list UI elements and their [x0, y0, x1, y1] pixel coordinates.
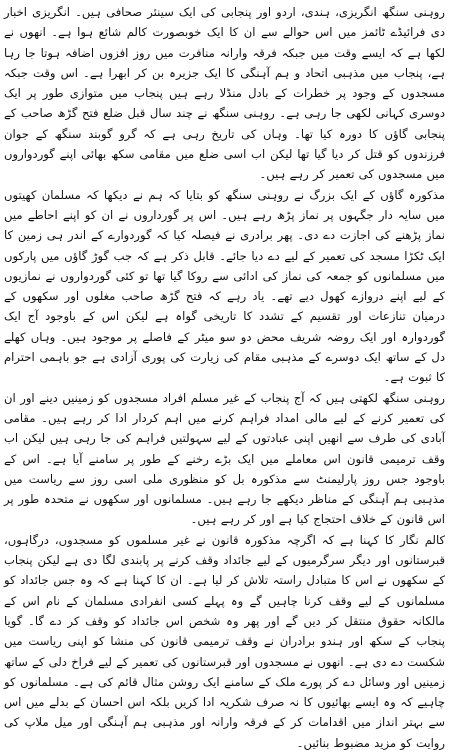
article-page [4, 2, 445, 750]
article-paragraph-1: روہنی سنگھ انگریزی، ہندی، اردو اور پنجابی کی ایک سینئر صحافی ہیں۔ انگریزی اخبار دی فرائیڈے ٹائمز میں اس حوالے سے ان کا ایک خوبصورت کالم شائع ہوا ہے۔ انھوں نے لکھا ہے کہ ایسے وقت میں جبکہ فرقہ وارانہ منافرت میں روز افزوں اضافہ ہوتا جا رہا ہے، پنجاب میں مذہبی اتحاد و ہم آہنگی کا ایک جزیرہ بن کر ابھرا ہے۔ اس وقت جبکہ مسجدوں کے وجود پر خطرات کے بادل منڈلا رہے ہیں پنجاب میں متوازی طور پر ایک دوسری کہانی لکھی جا رہی ہے۔ روہنی سنگھ نے چند سال قبل ضلع فتح گڑھ صاحب کے پنجابی گاؤں کا دورہ کیا تھا۔ وہاں کی تاریخ رہی ہے کہ گرو گوبند سنگھ کے جوان فرزندوں کو قتل کر دیا گیا تھا لیکن اب اسی ضلع میں مقامی سکھ بھائی اپنے گوردواروں میں مسجدوں کی تعمیر کر رہے ہیں۔ [4, 5, 445, 182]
article-paragraph-3: روہنی سنگھ لکھتی ہیں کہ آج پنجاب کے غیر مسلم افراد مسجدوں کو زمینیں دینے اور ان کی تعمیر کرنے کے لیے مالی امداد فراہم کرنے میں اہم کردار ادا کر رہے ہیں۔ مقامی آبادی کی طرف سے انھیں اپنی عبادتوں کے لیے سہولتیں فراہم کی جا رہی ہیں لیکن اب وقف ترمیمی قانون اس معاملے میں ایک بڑے رخنے کے طور پر سامنے آیا ہے۔ اس کے باوجود جس روز پارلیمنٹ سے مذکورہ بل کو منظوری ملی اسی روز سے ریاست میں مذہبی ہم آہنگی کے مناظر دیکھے جا رہے ہیں۔ مسلمانوں اور سکھوں نے متحدہ طور پر اس قانون کے خلاف احتجاج کیا ہے اور کر رہے ہیں۔ [4, 390, 445, 527]
article-paragraph-2: مذکورہ گاؤں کے ایک بزرگ نے روہنی سنگھ کو بتایا کہ ہم نے دیکھا کہ مسلمان کھیتوں میں سایہ دار جگہوں پر نماز پڑھ رہے ہیں۔ اس پر گورداروں نے ان کو اپنے احاطے میں نماز پڑھنے کی اجازت دے دی۔ پھر برادری نے فیصلہ کیا کہ گوردوارے کے اندر ہی زمین کا ایک ٹکڑا مسجد کی تعمیر کے لیے دے دیا جائے۔ قابل ذکر ہے کہ جب گوڑ گاؤں میں پارکوں میں مسلمانوں کو جمعہ کی نماز کی ادائی سے روکا گیا تھا تو کئی گوردواروں نے نمازیوں کے لیے اپنے دروازے کھول دیے تھے۔ یاد رہے کہ فتح گڑھ صاحب مغلوں اور سکھوں کے درمیان تنازعات اور تقسیم کے تشدد کا تاریخی گواہ ہے لیکن اس کے باوجود آج ایک گوردوارہ اور ایک روضہ شریف محض دو سو میٹر کے فاصلے پر موجود ہیں۔ وہاں کھلے دل کے ساتھ ایک دوسرے کے مذہبی مقام کی زیارت کی پوری آزادی ہے جو باہمی احترام کا ثبوت ہے۔ [4, 187, 445, 385]
article-paragraph-4: کالم نگار کا کہنا ہے کہ اگرچہ مذکورہ قانون نے غیر مسلموں کو مسجدوں، درگاہوں، قبرستانوں اور دیگر سرگرمیوں کے لیے جائداد وقف کرنے پر پابندی لگا دی ہے لیکن پنجاب کے سکھوں نے اس کا متبادل راستہ تلاش کر لیا ہے۔ ان کا کہنا ہے کہ وہ جس جائداد کو مسلمانوں کے لیے وقف کرنا چاہیں گے وہ پہلے کسی انفرادی مسلمان کے نام اس کے مالکانہ حقوق منتقل کر دیں گے اور پھر وہ شخص اس جائداد کو وقف کر دے گا۔ گویا پنجاب کے سکھ اور ہندو برادران نے وقف ترمیمی قانون کی منشا کو اپنی ریاست میں شکست دے دی ہے۔ انھوں نے مسجدوں اور قبرستانوں کی تعمیر کے لیے فراخ دلی کے ساتھ زمینیں اور وسائل دے کر پورے ملک کے سامنے ایک روشن مثال قائم کی ہے۔ مسلمانوں کو چاہیے کہ وہ ایسے بھائیوں کا نہ صرف شکریہ ادا کریں بلکہ اس احسان کے بدلے میں اس سے بہتر انداز میں اقدامات کر کے فرقہ وارانہ اور مذہبی ہم آہنگی اور میل ملاپ کی روایت کو مزید مضبوط بنائیں۔ [4, 532, 445, 750]
